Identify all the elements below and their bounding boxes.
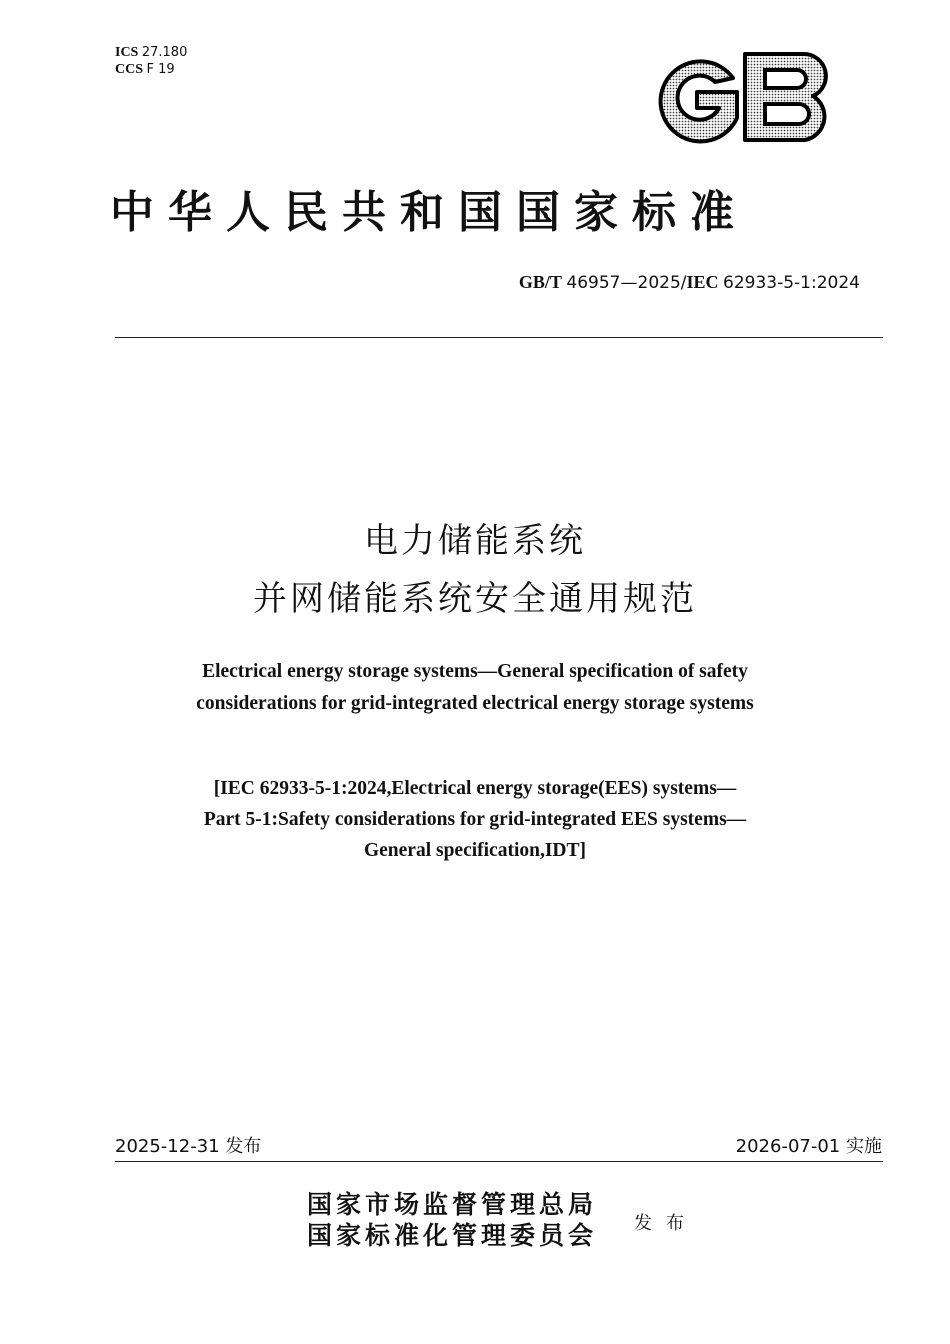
english-title-line1: Electrical energy storage systems—General specification of safety	[202, 661, 748, 682]
effective-date	[736, 1132, 882, 1158]
ccs-label: CCS	[115, 62, 144, 77]
issuer-line2: 国家标准化管理委员会	[307, 1221, 598, 1250]
svg-text:GB: GB	[645, 48, 647, 49]
reference-line1: [IEC 62933-5-1:2024,Electrical energy storage(EES) systems—	[213, 778, 737, 799]
ics-line	[115, 44, 187, 61]
national-standard-title: 中华人民共和国国家标准	[110, 187, 748, 238]
reference-line3: General specification,IDT]	[363, 840, 587, 861]
bottom-divider	[115, 1161, 883, 1162]
chinese-title-line1: 电力储能系统	[364, 521, 586, 561]
effective-date-label: 实施	[846, 1136, 882, 1157]
reference-line2: Part 5-1:Safety considerations for grid-integrated EES systems—	[203, 809, 747, 830]
iec-prefix: IEC	[686, 272, 719, 292]
std-number: 46957—2025/	[566, 273, 687, 293]
standard-code	[519, 272, 860, 293]
issue-date	[115, 1132, 261, 1158]
english-title-line2: considerations for grid-integrated electrical energy storage systems	[196, 693, 754, 714]
ics-value: 27.180	[141, 45, 188, 60]
issuing-authorities	[307, 1189, 597, 1251]
issuer-line1: 国家市场监督管理总局	[307, 1190, 598, 1219]
classification-block	[115, 44, 187, 78]
chinese-title-line2: 并网储能系统安全通用规范	[253, 579, 697, 619]
ccs-value: F 19	[146, 62, 175, 77]
gb-logo-icon	[645, 48, 835, 146]
iec-number: 62933-5-1:2024	[723, 273, 860, 293]
issue-date-label: 发布	[225, 1136, 262, 1157]
issuer-action: 发布	[634, 1213, 698, 1234]
top-divider	[115, 337, 883, 338]
std-prefix: GB/T	[518, 272, 562, 292]
ics-label: ICS	[115, 45, 139, 60]
issue-date-value: 2025-12-31	[115, 1136, 220, 1157]
ccs-line	[115, 61, 187, 78]
effective-date-value: 2026-07-01	[735, 1136, 841, 1157]
